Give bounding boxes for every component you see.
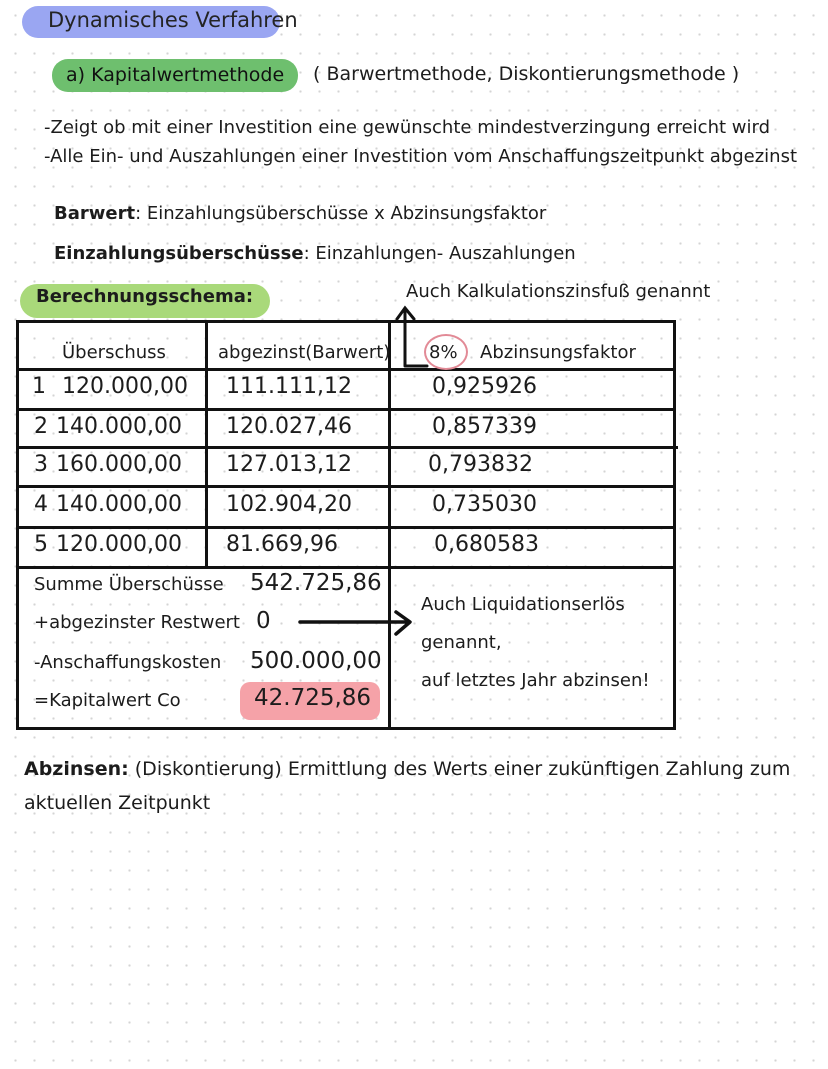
abzinsen-definition <box>24 758 790 780</box>
abzinsen-term: Abzinsen: <box>24 758 129 780</box>
table-divider <box>16 446 678 449</box>
kapitalwert-label: =Kapitalwert Co <box>34 690 181 711</box>
definition-ezu-text: : Einzahlungen- Auszahlungen <box>303 243 576 264</box>
row-surplus: 160.000,00 <box>56 452 182 477</box>
table-divider <box>16 526 676 529</box>
row-year: 5 <box>34 532 48 557</box>
table-divider <box>388 320 391 730</box>
bullet-2: -Alle Ein- und Auszahlungen einer Investition vom Anschaffungszeitpunkt abgezinst <box>44 146 798 167</box>
liquidation-note-line-2: genannt, <box>421 632 502 653</box>
row-year: 3 <box>34 452 48 477</box>
row-surplus: 120.000,00 <box>62 374 188 399</box>
page-title: Dynamisches Verfahren <box>48 8 298 32</box>
row-discounted: 81.669,96 <box>226 532 338 557</box>
row-year: 1 <box>32 374 46 399</box>
header-rate: 8% <box>429 342 458 363</box>
row-surplus: 120.000,00 <box>56 532 182 557</box>
definition-barwert-text: : Einzahlungsüberschüsse x Abzinsungsfaktor <box>135 203 547 224</box>
arrow-right-icon <box>296 608 420 638</box>
rest-label: +abgezinster Restwert <box>34 612 240 633</box>
method-title: a) Kapitalwertmethode <box>66 64 285 86</box>
rest-value: 0 <box>256 608 271 634</box>
method-aliases: ( Barwertmethode, Diskontierungsmethode ) <box>313 63 740 85</box>
definition-ezu <box>54 243 576 264</box>
row-surplus: 140.000,00 <box>56 414 182 439</box>
row-discounted: 120.027,46 <box>226 414 352 439</box>
table-divider <box>205 320 208 568</box>
row-year: 2 <box>34 414 48 439</box>
sum-label: Summe Überschüsse <box>34 574 224 595</box>
row-discounted: 111.111,12 <box>226 374 352 399</box>
cost-value: 500.000,00 <box>250 648 382 674</box>
table-divider <box>16 368 676 371</box>
table-divider <box>16 485 676 488</box>
row-surplus: 140.000,00 <box>56 492 182 517</box>
header-surplus: Überschuss <box>62 342 166 363</box>
cost-label: -Anschaffungskosten <box>34 652 222 673</box>
row-factor: 0,925926 <box>432 374 537 399</box>
definition-barwert-term: Barwert <box>54 203 136 224</box>
liquidation-note-line-1: Auch Liquidationserlös <box>421 594 625 615</box>
row-factor: 0,793832 <box>428 452 533 477</box>
table-divider <box>16 408 676 411</box>
row-discounted: 102.904,20 <box>226 492 352 517</box>
row-factor: 0,680583 <box>434 532 539 557</box>
abzinsen-continuation: aktuellen Zeitpunkt <box>24 792 211 814</box>
sum-value: 542.725,86 <box>250 570 382 596</box>
definition-ezu-term: Einzahlungsüberschüsse <box>54 243 304 264</box>
header-factor: Abzinsungsfaktor <box>480 342 636 363</box>
abzinsen-text: (Diskontierung) Ermittlung des Werts einer zukünftigen Zahlung zum <box>128 758 791 780</box>
header-discounted: abgezinst(Barwert) <box>218 342 391 363</box>
rate-note: Auch Kalkulationszinsfuß genannt <box>406 281 711 302</box>
liquidation-note-line-3: auf letztes Jahr abzinsen! <box>421 670 650 691</box>
row-factor: 0,857339 <box>432 414 537 439</box>
kapitalwert-value: 42.725,86 <box>254 685 372 711</box>
table-divider <box>16 566 676 569</box>
row-year: 4 <box>34 492 48 517</box>
definition-barwert <box>54 203 546 224</box>
row-factor: 0,735030 <box>432 492 537 517</box>
bullet-1: -Zeigt ob mit einer Investition eine gewünschte mindestverzingung erreicht wird <box>44 117 771 138</box>
schema-label: Berechnungsschema: <box>36 286 254 307</box>
row-discounted: 127.013,12 <box>226 452 352 477</box>
